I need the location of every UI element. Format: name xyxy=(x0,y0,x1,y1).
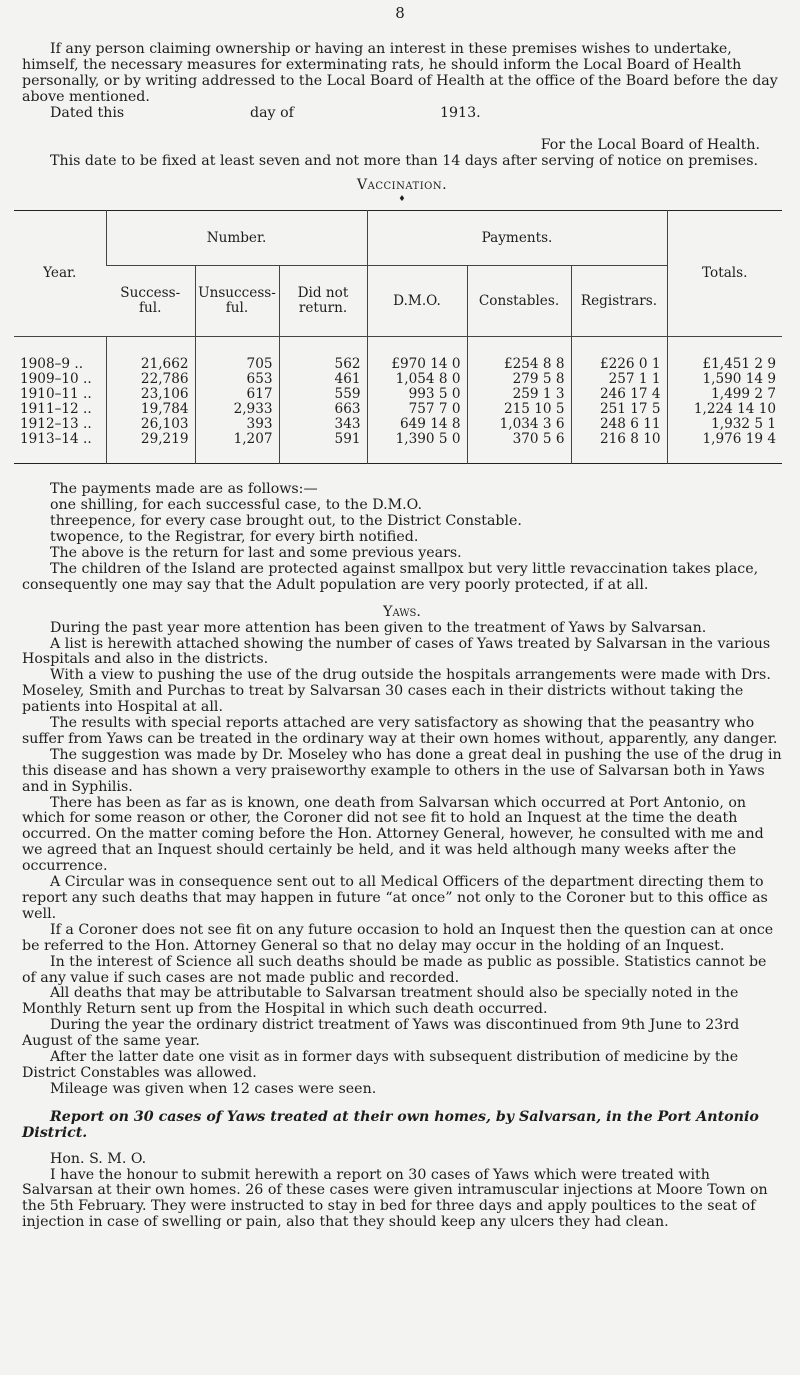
cell-unsuccessful: 705 xyxy=(195,357,279,372)
cell-registrars: 257 1 1 xyxy=(571,372,667,387)
yaws-paragraph: During the year the ordinary district treatment of Yaws was discontinued from 9th June to 23rd August of the same year. xyxy=(22,1017,740,1050)
cell-unsuccessful: 617 xyxy=(195,387,279,402)
cell-year: 1909–10 .. xyxy=(20,371,92,388)
notice-footnote: This date to be fixed at least seven and not more than 14 days after serving of notice on premises. xyxy=(50,152,758,169)
cell-successful: 22,786 xyxy=(106,372,195,387)
cell-did-not-return: 343 xyxy=(279,417,367,432)
cell-successful: 29,219 xyxy=(106,432,195,447)
table-row xyxy=(14,387,782,402)
header-constables: Constables. xyxy=(467,266,571,337)
yaws-paragraph: During the past year more attention has been given to the treatment of Yaws by Salvarsan. xyxy=(50,619,707,636)
cell-dmo: 1,390 5 0 xyxy=(367,432,467,447)
cell-constables: 259 1 3 xyxy=(467,387,571,402)
vaccination-title: Vaccination. xyxy=(356,177,448,194)
cell-unsuccessful: 653 xyxy=(195,372,279,387)
payments-intro: The payments made are as follows:— xyxy=(50,481,318,498)
yaws-paragraph: If a Coroner does not see fit on any future occasion to hold an Inquest then the question can at once be referred to the Hon. Attorney General so that no delay may occur in the holding of an Inquest. xyxy=(22,921,774,954)
header-number: Number. xyxy=(106,211,367,266)
header-unsuccessful: Unsuccess- ful. xyxy=(195,266,279,337)
cell-year: 1908–9 .. xyxy=(20,356,84,373)
table-row xyxy=(14,417,782,432)
yaws-paragraph: The suggestion was made by Dr. Moseley who has done a great deal in pushing the use of the drug in this disease and has shown a very praiseworthy example to others in the use of Salvarsan both in Yaws and in Syphilis. xyxy=(22,746,782,795)
report-body: I have the honour to submit herewith a report on 30 cases of Yaws which were treated with Salvarsan at their own homes. 26 of these cases were given intramuscular injections at Moore Town on the 5th February. They were instructed to stay in bed for three days and apply poultices to the seat of injection in case of swelling or pain, also that they should keep any ulcers they had clean. xyxy=(22,1166,768,1231)
report-title: Report on 30 cases of Yaws treated at their own homes, by Salvarsan, in the Port Antonio District. xyxy=(22,1108,759,1141)
cell-registrars: 248 6 11 xyxy=(571,417,667,432)
vaccination-closing: The children of the Island are protected against smallpox but very little revaccination takes place, consequently one may say that the Adult population are very poorly protected, if at all. xyxy=(22,560,759,593)
notice-paragraph: If any person claiming ownership or having an interest in these premises wishes to undertake, himself, the necessary measures for exterminating rats, he should inform the Local Board of Health personally, or by writing addressed to the Local Board of Health at the office of the Board before the day above mentioned. xyxy=(22,41,778,105)
table-row xyxy=(14,402,782,417)
vaccination-table xyxy=(14,210,782,464)
yaws-paragraph: All deaths that may be attributable to Salvarsan treatment should also be specially noted in the Monthly Return sent up from the Hospital in which such death occurred. xyxy=(22,985,739,1018)
header-payments: Payments. xyxy=(367,211,667,266)
cell-did-not-return: 562 xyxy=(279,357,367,372)
table-row xyxy=(14,432,782,447)
cell-dmo: 757 7 0 xyxy=(367,402,467,417)
yaws-paragraph: After the latter date one visit as in former days with subsequent distribution of medicine by the District Constables was allowed. xyxy=(22,1049,739,1081)
header-year: Year. xyxy=(43,265,77,282)
cell-year: 1910–11 .. xyxy=(20,386,92,403)
cell-did-not-return: 591 xyxy=(279,432,367,447)
cell-constables: 1,034 3 6 xyxy=(467,417,571,432)
cell-successful: 21,662 xyxy=(106,357,195,372)
cell-constables: 279 5 8 xyxy=(467,372,571,387)
payment-line: threepence, for every case brought out, to the District Constable. xyxy=(50,513,522,530)
cell-constables: 215 10 5 xyxy=(467,402,571,417)
cell-year: 1913–14 .. xyxy=(20,431,92,448)
header-registrars: Registrars. xyxy=(571,266,667,337)
yaws-paragraph: There has been as far as is known, one death from Salvarsan which occurred at Port Antonio, on which for some reason or other, the Coroner did not see fit to hold an Inquest at the time the death occurred. On the matter coming before the Hon. Attorney General, however, he consulted with me and we agreed that an Inquest should certainly be held, and it was held although many weeks after the occurrence. xyxy=(22,794,764,875)
yaws-paragraph: A Circular was in consequence sent out to all Medical Officers of the department directing them to report any such deaths that may happen in future “at once” not only to the Coroner but to this office as well. xyxy=(22,874,768,922)
document-body xyxy=(22,42,782,1231)
cell-constables: £254 8 8 xyxy=(467,357,571,372)
cell-did-not-return: 461 xyxy=(279,372,367,387)
day-of-label: day of xyxy=(250,104,294,121)
cell-totals: 1,976 19 4 xyxy=(667,432,782,447)
cell-unsuccessful: 1,207 xyxy=(195,432,279,447)
return-note: The above is the return for last and some previous years. xyxy=(50,544,462,561)
header-totals: Totals. xyxy=(667,211,782,337)
payment-line: twopence, to the Registrar, for every birth notified. xyxy=(50,529,419,546)
yaws-paragraph: In the interest of Science all such deaths should be made as public as possible. Statistics cannot be of any value if such cases are not made public and recorded. xyxy=(22,953,767,986)
cell-registrars: £226 0 1 xyxy=(571,357,667,372)
dated-year: 1913. xyxy=(440,104,481,121)
cell-registrars: 251 17 5 xyxy=(571,402,667,417)
yaws-paragraph: Mileage was given when 12 cases were seen. xyxy=(50,1080,377,1097)
report-salutation: Hon. S. M. O. xyxy=(50,1150,147,1167)
cell-unsuccessful: 2,933 xyxy=(195,402,279,417)
table-row xyxy=(14,372,782,387)
page-number: 8 xyxy=(395,4,405,22)
cell-dmo: 993 5 0 xyxy=(367,387,467,402)
cell-registrars: 246 17 4 xyxy=(571,387,667,402)
cell-unsuccessful: 393 xyxy=(195,417,279,432)
cell-successful: 23,106 xyxy=(106,387,195,402)
table-row xyxy=(14,357,782,372)
cell-constables: 370 5 6 xyxy=(467,432,571,447)
cell-did-not-return: 663 xyxy=(279,402,367,417)
payment-line: one shilling, for each successful case, to the D.M.O. xyxy=(50,497,422,514)
cell-successful: 26,103 xyxy=(106,417,195,432)
cell-totals: £1,451 2 9 xyxy=(667,357,782,372)
notice-signature: For the Local Board of Health. xyxy=(540,136,760,153)
dated-line xyxy=(22,106,782,122)
cell-dmo: £970 14 0 xyxy=(367,357,467,372)
yaws-paragraph: A list is herewith attached showing the number of cases of Yaws treated by Salvarsan in the various Hospitals and also in the districts. xyxy=(22,635,771,668)
dated-label: Dated this xyxy=(50,104,125,121)
cell-totals: 1,590 14 9 xyxy=(667,372,782,387)
cell-totals: 1,224 14 10 xyxy=(667,402,782,417)
cell-year: 1911–12 .. xyxy=(20,401,92,418)
cell-totals: 1,932 5 1 xyxy=(667,417,782,432)
yaws-paragraph: With a view to pushing the use of the drug outside the hospitals arrangements were made with Drs. Moseley, Smith and Purchas to treat by Salvarsan 30 cases each in their districts without taking the patients into Hospital at all. xyxy=(22,667,771,716)
cell-dmo: 649 14 8 xyxy=(367,417,467,432)
cell-dmo: 1,054 8 0 xyxy=(367,372,467,387)
yaws-paragraph: The results with special reports attached are very satisfactory as showing that the peasantry who suffer from Yaws can be treated in the ordinary way at their own homes without, apparently, any danger. xyxy=(22,715,778,747)
cell-year: 1912–13 .. xyxy=(20,416,92,433)
cell-totals: 1,499 2 7 xyxy=(667,387,782,402)
ornament-icon: ♦ xyxy=(398,194,406,204)
yaws-title: Yaws. xyxy=(383,603,421,620)
header-dmo: D.M.O. xyxy=(367,266,467,337)
header-successful: Success- ful. xyxy=(106,266,195,337)
cell-successful: 19,784 xyxy=(106,402,195,417)
cell-registrars: 216 8 10 xyxy=(571,432,667,447)
cell-did-not-return: 559 xyxy=(279,387,367,402)
header-did-not-return: Did not return. xyxy=(279,266,367,337)
